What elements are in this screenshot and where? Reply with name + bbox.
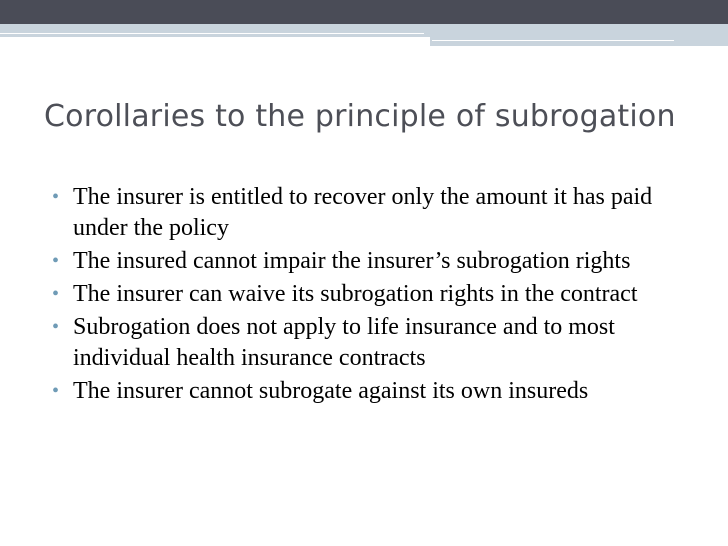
bullet-icon: • <box>52 316 60 338</box>
bullet-item <box>52 312 712 374</box>
bullet-item <box>52 376 712 407</box>
divider-line <box>432 40 674 41</box>
bullet-icon: • <box>52 283 60 305</box>
bullet-icon: • <box>52 186 60 208</box>
bullet-text: The insured cannot impair the insurer’s subrogation rights <box>73 248 631 274</box>
bullet-icon: • <box>52 380 60 402</box>
divider-line <box>0 33 424 34</box>
header-band <box>0 0 728 24</box>
bullet-text: Subrogation does not apply to life insurance and to most individual health insurance contracts <box>73 314 615 371</box>
slide-title: Corollaries to the principle of subrogation <box>44 99 676 134</box>
bullet-text: The insurer can waive its subrogation rights in the contract <box>73 281 638 307</box>
bullet-item <box>52 279 712 310</box>
bullet-list <box>52 182 712 409</box>
bullet-icon: • <box>52 250 60 272</box>
accent-block <box>430 24 728 46</box>
bullet-text: The insurer is entitled to recover only the amount it has paid under the policy <box>73 184 653 241</box>
bullet-text: The insurer cannot subrogate against its own insureds <box>73 378 589 404</box>
bullet-item <box>52 246 712 277</box>
bullet-item <box>52 182 712 244</box>
